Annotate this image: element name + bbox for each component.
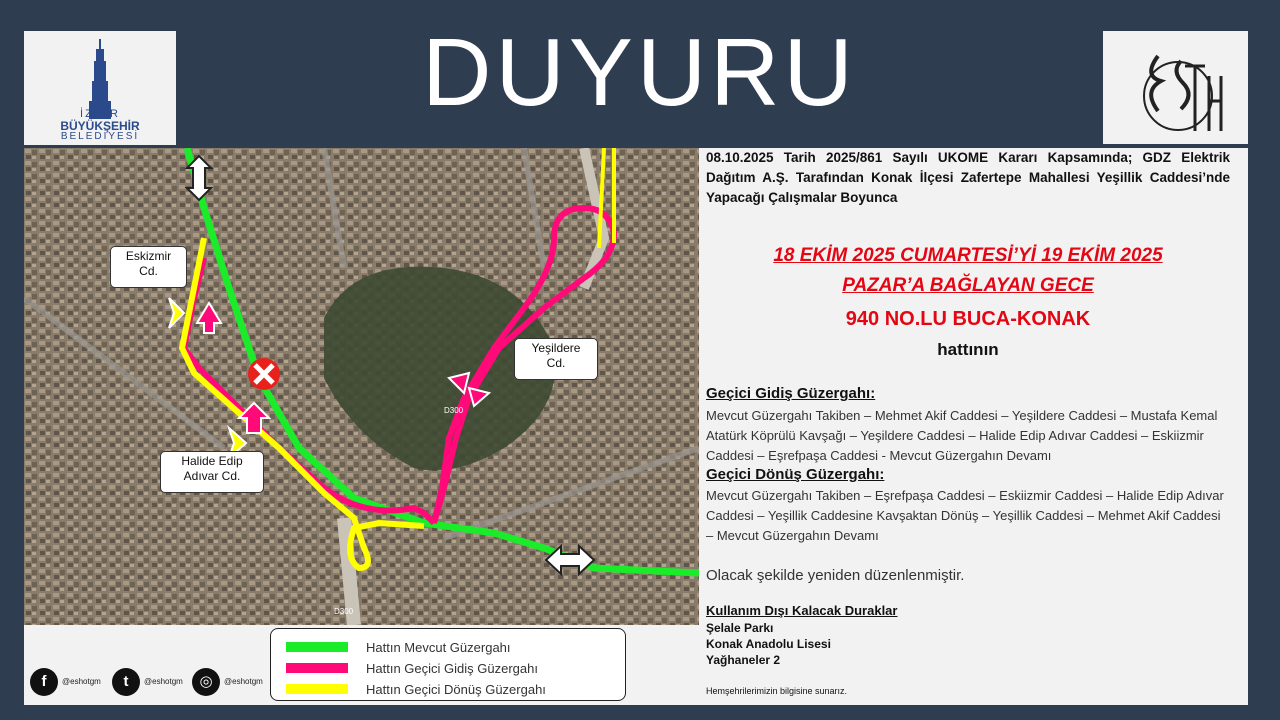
social-handle: @eshotgm — [224, 677, 263, 686]
line-name: 940 NO.LU BUCA-KONAK — [845, 308, 1091, 330]
legend — [270, 628, 626, 701]
stops-title: Kullanım Dışı Kalacak Duraklar — [706, 603, 898, 618]
line-suffix: hattının — [937, 340, 999, 359]
road-code: D300 — [444, 406, 464, 415]
return-title: Geçici Dönüş Güzergahı: — [706, 466, 885, 483]
footer-text: Hemşehrilerimizin bilgisine sunarız. — [706, 686, 848, 696]
date-line-2: PAZAR’A BAĞLAYAN GECE — [842, 275, 1094, 296]
eshot-monogram-icon — [1103, 31, 1248, 144]
map-canvas — [24, 148, 699, 625]
label-halide-edip: Halide Edip Adıvar Cd. — [160, 451, 264, 493]
road-code: D300 — [334, 607, 354, 616]
label-yesildere: Yeşildere Cd. — [514, 338, 598, 380]
izmir-buyuksehir-logo — [24, 31, 176, 145]
outbound-title: Geçici Gidiş Güzergahı: — [706, 385, 876, 402]
closed-road-icon — [248, 358, 280, 390]
stop-item: Şelale Parkı — [706, 621, 774, 635]
logo-line-3: BELEDİYESİ — [60, 131, 140, 142]
legend-swatch — [286, 684, 348, 694]
legend-label: Hattın Mevcut Güzergahı — [366, 640, 511, 655]
page-title: DUYURU — [422, 19, 857, 126]
logo-line-2: BÜYÜKŞEHİR — [60, 119, 140, 133]
social-handle: @eshotgm — [144, 677, 183, 686]
legend-label: Hattın Geçici Dönüş Güzergahı — [366, 682, 546, 697]
stop-item: Yağhaneler 2 — [706, 653, 781, 667]
twitter-icon: t — [112, 668, 140, 696]
instagram-icon: ◎ — [192, 668, 220, 696]
return-text: Mevcut Güzergahı Takiben – Eşrefpaşa Caddesi – Eskiizmir Caddesi – Halide Edip Adıvar Caddesi – Yeşillik Caddesine Kavşaktan Dönüş – Yeşillik Caddesi – Mehmet Akif Caddesi – Mevcut Güzergahın Devamı — [706, 488, 1224, 543]
legend-label: Hattın Geçici Gidiş Güzergahı — [366, 661, 538, 676]
eshot-logo — [1103, 31, 1248, 144]
route-map — [24, 148, 699, 625]
conclusion: Olacak şekilde yeniden düzenlenmiştir. — [706, 567, 965, 584]
label-eskizmir: Eskizmir Cd. — [110, 246, 187, 288]
legend-swatch — [286, 642, 348, 652]
legend-swatch — [286, 663, 348, 673]
social-handle: @eshotgm — [62, 677, 101, 686]
stop-item: Konak Anadolu Lisesi — [706, 637, 831, 651]
intro-text: 08.10.2025 Tarih 2025/861 Sayılı UKOME Kararı Kapsamında; GDZ Elektrik Dağıtım A.Ş. Tarafından Konak İlçesi Zafertepe Mahallesi Yeşillik Caddesi’nde Yapacağı Çalışmalar Boyunca — [706, 150, 1230, 205]
outbound-text: Mevcut Güzergahı Takiben – Mehmet Akif Caddesi – Yeşildere Caddesi – Mustafa Kemal Atatürk Köprülü Kavşağı – Yeşildere Caddesi – Halide Edip Adıvar Caddesi – Eskiizmir Caddesi – Eşrefpaşa Caddesi - Mevcut Güzergahın Devamı — [706, 408, 1218, 463]
logo-line-1: İZMİR — [80, 108, 120, 120]
facebook-icon: f — [30, 668, 58, 696]
date-line-1: 18 EKİM 2025 CUMARTESİ’Yİ 19 EKİM 2025 — [773, 245, 1163, 266]
